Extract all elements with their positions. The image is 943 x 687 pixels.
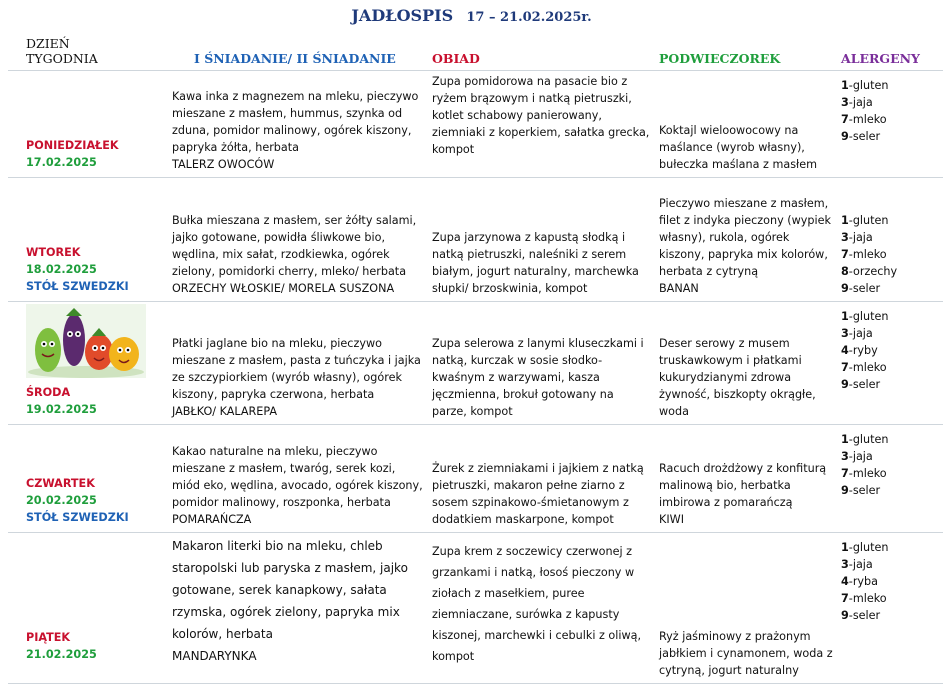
day-name: WTOREK [26, 246, 81, 259]
allergen-item: 9-seler [841, 378, 881, 391]
allergen-item: 4-ryba [841, 575, 879, 588]
allergen-item: 3-jaja [841, 327, 873, 340]
breakfast-cell [168, 302, 428, 425]
table-row [8, 302, 943, 425]
header-row [8, 30, 943, 71]
allergen-item: 9-seler [841, 484, 881, 497]
lunch-text: Zupa jarzynowa z kapustą słodką i natką pietruszki, naleśniki z serem białym, jogurt naturalny, marchewka słupki/ brzoskwinia, kompot [432, 231, 639, 295]
table-row [8, 425, 943, 533]
breakfast-cell [168, 178, 428, 302]
allergen-item: 8-orzechy [841, 265, 898, 278]
lunch-cell [428, 302, 655, 425]
tea-text: Racuch drożdżowy z konfiturą malinową bio, herbatka imbirowa z pomarańczą [659, 462, 827, 509]
lunch-cell [428, 71, 655, 178]
breakfast-text: Płatki jaglane bio na mleku, pieczywo mieszane z masłem, pasta z tuńczyka i jajka ze szczypiorkiem (wyrób własny), ogórek kiszony, papryka czerwona, herbata [172, 337, 421, 401]
day-name: CZWARTEK [26, 477, 95, 490]
day-name: PONIEDZIAŁEK [26, 139, 119, 152]
allergens-cell [837, 178, 943, 302]
tea-text: Ryż jaśminowy z prażonym jabłkiem i cynamonem, woda z cytryną, jogurt naturalny [659, 630, 833, 677]
tea-cell [655, 302, 837, 425]
allergen-item: 3-jaja [841, 231, 873, 244]
day-cell [8, 302, 168, 425]
allergen-item: 9-seler [841, 609, 881, 622]
tea-text: Deser serowy z musem truskawkowym i płatkami kukurydzianymi zdrowa żywność, biszkopty okrągłe, woda [659, 337, 816, 418]
header-day: DZIEŃ TYGODNIA [8, 30, 168, 71]
menu-title [0, 6, 943, 25]
tea2-text: KIWI [659, 513, 684, 526]
menu-table [8, 30, 943, 684]
tea-cell [655, 533, 837, 684]
day-date: 18.02.2025 [26, 263, 97, 276]
allergens-cell [837, 533, 943, 684]
allergen-item: 7-mleko [841, 113, 887, 126]
breakfast2-text: MANDARYNKA [172, 649, 257, 663]
vegetables-illustration [26, 304, 146, 378]
tea-cell [655, 71, 837, 178]
breakfast-cell [168, 533, 428, 684]
header-tea: PODWIECZOREK [655, 30, 837, 71]
allergen-item: 1-gluten [841, 214, 889, 227]
lunch-text: Zupa selerowa z lanymi kluseczkami i natką, kurczak w sosie słodko- kwaśnym z warzywami, kasza jęczmienna, brokuł gotowany na parze, kompot [432, 337, 644, 418]
breakfast-cell [168, 425, 428, 533]
breakfast-text: Kakao naturalne na mleku, pieczywo mieszane z masłem, twaróg, serek kozi, miód eko, wędlina, avocado, ogórek kiszony, pomidor malinowy, roszponka, herbata [172, 445, 423, 509]
date-range: 17 – 21.02.2025r. [466, 10, 592, 25]
breakfast-text: Makaron literki bio na mleku, chleb staropolski lub paryska z masłem, jajko gotowane, serek kanapkowy, sałata rzymska, ogórek zielony, papryka mix kolorów, herbata [172, 539, 408, 641]
header-breakfast: I ŚNIADANIE/ II ŚNIADANIE [168, 30, 428, 71]
breakfast2-text: JABŁKO/ KALAREPA [172, 405, 278, 418]
allergen-item: 9-seler [841, 130, 881, 143]
breakfast-text: Bułka mieszana z masłem, ser żółty salami, jajko gotowane, powidła śliwkowe bio, wędlina, mix sałat, rzodkiewka, ogórek zielony, pomidorki cherry, mleko/ herbata [172, 214, 417, 278]
title-text: JADŁOSPIS [351, 6, 454, 25]
tea-text: Pieczywo mieszane z masłem, filet z indyka pieczony (wypiek własny), rukola, ogórek kiszony, papryka mix kolorów, herbata z cytryną [659, 197, 831, 278]
allergen-item: 3-jaja [841, 450, 873, 463]
lunch-text: Żurek z ziemniakami i jajkiem z natką pietruszki, makaron pełne ziarno z sosem szpinakowo-śmietanowym z dodatkiem maskarpone, kompot [432, 462, 644, 526]
allergen-item: 3-jaja [841, 96, 873, 109]
allergens-cell [837, 71, 943, 178]
table-row [8, 71, 943, 178]
allergen-item: 3-jaja [841, 558, 873, 571]
tea-cell [655, 425, 837, 533]
day-cell [8, 425, 168, 533]
day-cell [8, 178, 168, 302]
allergen-item: 7-mleko [841, 248, 887, 261]
day-cell [8, 533, 168, 684]
tea2-text: BANAN [659, 282, 699, 295]
allergen-item: 7-mleko [841, 361, 887, 374]
allergen-item: 9-seler [841, 282, 881, 295]
allergen-item: 7-mleko [841, 467, 887, 480]
tea-text: Koktajl wieloowocowy na maślance (wyrob własny), bułeczka maślana z masłem [659, 124, 817, 171]
day-name: ŚRODA [26, 386, 71, 399]
day-date: 17.02.2025 [26, 156, 97, 169]
lunch-cell [428, 178, 655, 302]
allergen-item: 1-gluten [841, 310, 889, 323]
breakfast2-text: POMARAŃCZA [172, 513, 252, 526]
day-cell [8, 71, 168, 178]
breakfast2-text: TALERZ OWOCÓW [172, 158, 275, 171]
breakfast-text: Kawa inka z magnezem na mleku, pieczywo mieszane z masłem, hummus, szynka od zduna, pomidor malinowy, ogórek kiszony, papryka żółta, herbata [172, 90, 419, 154]
allergen-item: 1-gluten [841, 79, 889, 92]
allergen-item: 7-mleko [841, 592, 887, 605]
table-row [8, 178, 943, 302]
breakfast2-text: ORZECHY WŁOSKIE/ MORELA SUSZONA [172, 282, 395, 295]
day-name: PIĄTEK [26, 631, 71, 644]
lunch-cell [428, 533, 655, 684]
allergen-item: 4-ryby [841, 344, 878, 357]
allergen-item: 1-gluten [841, 541, 889, 554]
header-allergens: ALERGENY [837, 30, 943, 71]
day-note: STÓŁ SZWEDZKI [26, 280, 129, 293]
allergens-cell [837, 302, 943, 425]
breakfast-cell [168, 71, 428, 178]
day-date: 19.02.2025 [26, 403, 97, 416]
header-lunch: OBIAD [428, 30, 655, 71]
lunch-cell [428, 425, 655, 533]
allergen-item: 1-gluten [841, 433, 889, 446]
day-note: STÓŁ SZWEDZKI [26, 511, 129, 524]
lunch-text: Zupa pomidorowa na pasacie bio z ryżem brązowym i natką pietruszki, kotlet schabowy panierowany, ziemniaki z koperkiem, sałatka grecka, kompot [432, 75, 650, 156]
day-date: 20.02.2025 [26, 494, 97, 507]
allergens-cell [837, 425, 943, 533]
table-row [8, 533, 943, 684]
day-date: 21.02.2025 [26, 648, 97, 661]
tea-cell [655, 178, 837, 302]
lunch-text: Zupa krem z soczewicy czerwonej z grzankami i natką, łosoś pieczony w ziołach z masełkiem, puree ziemniaczane, surówka z kapusty kiszonej, marchewki i cebulki z oliwą, kompot [432, 545, 642, 663]
